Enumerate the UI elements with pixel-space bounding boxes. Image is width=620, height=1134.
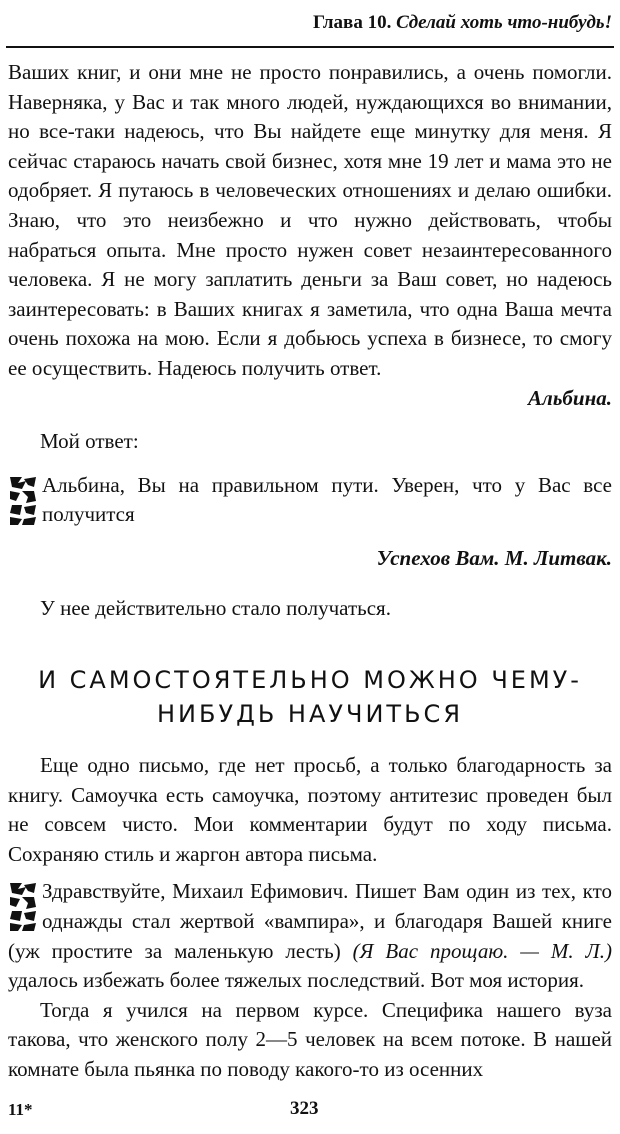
page-number: 323 <box>290 1098 319 1119</box>
letter-ornament-icon <box>8 881 38 933</box>
letter-paragraph: Ваших книг, и они мне не просто понравились, а очень помогли. Наверняка, у Вас и так много людей, нуждающихся во внимании, но все-таки надеюсь, что Вы найдете еще минутку для меня. Я сейчас стараюсь начать свой бизнес, хотя мне 19 лет и мама это не одобряет. Я путаюсь в человеческих отношениях и делаю ошибки. Знаю, что это неизбежно и что нужно действовать, чтобы набраться опыта. Мне просто нужен совет незаинтересованного человека. Я не могу заплатить деньги за Ваш совет, но надеюсь заинтересовать: в Ваших книгах я заметила, что одна Ваша мечта очень похожа на мою. Если я добьюсь успеха в бизнесе, то смогу ее осуществить. Надеюсь получить ответ. <box>8 60 612 380</box>
result-line: У нее действительно стало получаться. <box>40 595 391 620</box>
letter-ornament-icon <box>8 475 38 527</box>
letter-signature: Альбина. <box>528 385 612 410</box>
author-comment: (Я Вас прощаю. — М. Л.) <box>352 938 612 963</box>
running-head <box>313 12 612 34</box>
chapter-number: Глава 10. <box>312 12 392 33</box>
signature-mark: 11* <box>8 1100 33 1119</box>
reply-signature: Успехов Вам. М. Литвак. <box>376 545 612 570</box>
chapter-title: Сделай хоть что-нибудь! <box>396 12 612 33</box>
section-title: И САМОСТОЯТЕЛЬНО МОЖНО ЧЕМУ-НИБУДЬ НАУЧИТЬСЯ <box>38 666 582 729</box>
story-paragraph: Тогда я учился на первом курсе. Специфика нашего вуза такова, что женского полу 2—5 человек на всем потоке. В нашей комнате была пьянка по поводу какого-то из осенних <box>8 997 612 1082</box>
intro-paragraph: Еще одно письмо, где нет просьб, а только благодарность за книгу. Самоучка есть самоучка, поэтому антитезис проведен был не совсем чисто. Мои комментарии будут по ходу письма. Сохраняю стиль и жаргон автора письма. <box>8 753 612 866</box>
letter-text-end: удалось избежать более тяжелых последствий. Вот моя история. <box>8 968 585 993</box>
letter-text <box>8 877 612 995</box>
header-rule <box>6 46 614 48</box>
reply-intro: Мой ответ: <box>40 429 139 454</box>
reply-text: Альбина, Вы на правильном пути. Уверен, что у Вас все получится <box>42 472 612 527</box>
letter-block <box>8 877 612 995</box>
page-body <box>8 58 612 1085</box>
letter-text-start: Здравствуйте, Михаил Ефимович. Пишет Вам один из тех, кто однажды стал жертвой «вампира», и благодаря Вашей книге (уж простите за маленькую лесть) <box>8 879 612 963</box>
reply-block <box>8 471 612 530</box>
